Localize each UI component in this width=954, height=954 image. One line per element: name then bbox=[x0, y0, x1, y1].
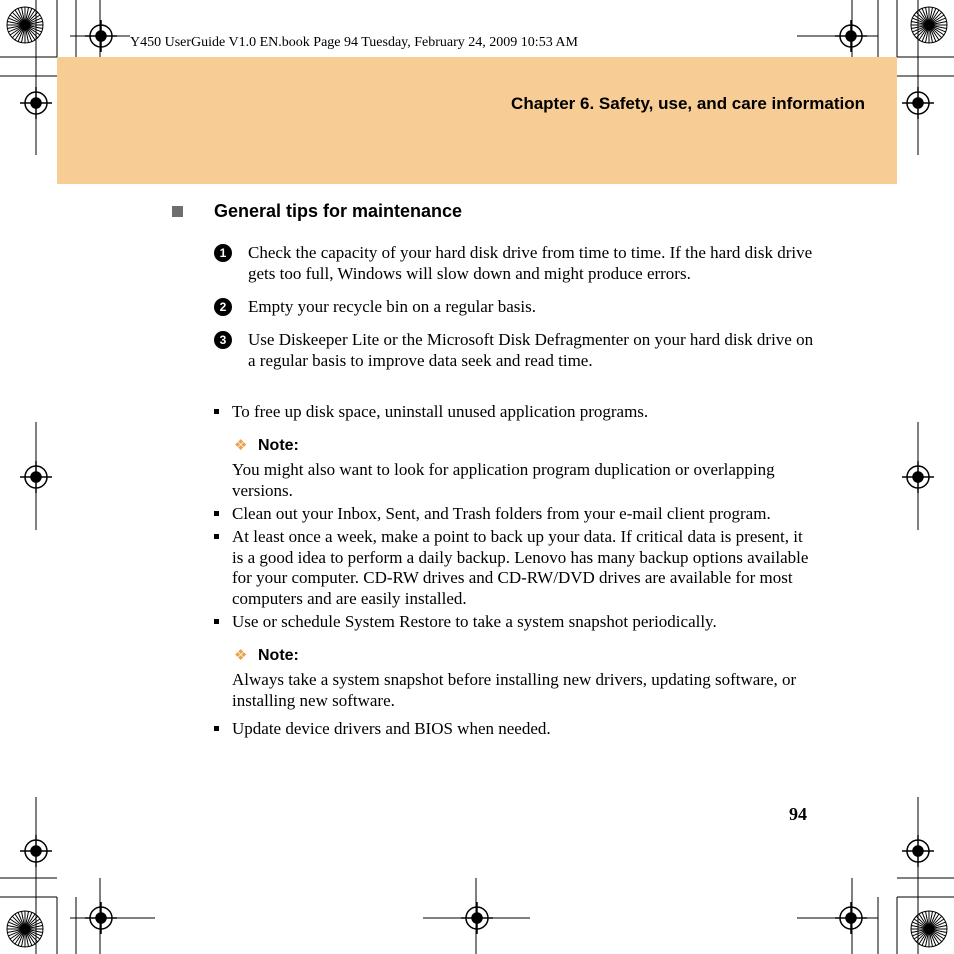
list-item bbox=[214, 296, 814, 317]
bullet-text: At least once a week, make a point to back up your data. If critical data is present, it is a good idea to perform a daily backup. Lenovo has many backup options available for your computer. CD-RW drives and CD-RW/DVD drives are available for most computers and are easily installed. bbox=[232, 527, 809, 608]
square-bullet-icon bbox=[172, 206, 183, 217]
bullet-text: Use or schedule System Restore to take a system snapshot periodically. bbox=[232, 612, 717, 631]
note-heading bbox=[232, 646, 814, 666]
list-item bbox=[214, 504, 814, 525]
numbered-steps bbox=[214, 242, 814, 383]
note-label: Note: bbox=[258, 646, 299, 664]
bullet-text: Update device drivers and BIOS when needed. bbox=[232, 718, 551, 738]
bullet-icon bbox=[214, 511, 219, 516]
step-number-icon: 1 bbox=[214, 244, 232, 262]
step-number-icon: 3 bbox=[214, 331, 232, 349]
header-band-fill bbox=[57, 57, 897, 184]
list-item bbox=[214, 242, 814, 284]
section-heading bbox=[172, 201, 812, 225]
chapter-title: Chapter 6. Safety, use, and care information bbox=[511, 94, 865, 113]
bullet-icon bbox=[214, 619, 219, 624]
header-band bbox=[57, 57, 897, 184]
note-text: Always take a system snapshot before installing new drivers, updating software, or installing new software. bbox=[232, 669, 797, 710]
bullet-text: Clean out your Inbox, Sent, and Trash folders from your e-mail client program. bbox=[232, 503, 771, 523]
bullet-icon bbox=[214, 726, 219, 731]
bullet-icon bbox=[214, 409, 219, 414]
step-text: Check the capacity of your hard disk drive from time to time. If the hard disk drive gets too full, Windows will slow down and might produce errors. bbox=[248, 243, 813, 283]
step-text: Use Diskeeper Lite or the Microsoft Disk Defragmenter on your hard disk drive on a regular basis to improve data seek and read time. bbox=[248, 330, 814, 370]
bullet-icon bbox=[214, 534, 219, 539]
list-item bbox=[214, 402, 814, 423]
note-label: Note: bbox=[258, 436, 299, 454]
print-slug: Y450 UserGuide V1.0 EN.book Page 94 Tuesday, February 24, 2009 10:53 AM bbox=[130, 35, 578, 50]
list-item bbox=[214, 329, 814, 371]
note-block bbox=[214, 436, 814, 501]
step-text: Empty your recycle bin on a regular basis. bbox=[248, 297, 536, 316]
list-item bbox=[214, 527, 814, 609]
list-item bbox=[214, 719, 814, 740]
step-number-icon: 2 bbox=[214, 298, 232, 316]
list-item bbox=[214, 612, 814, 633]
diamond-note-icon: ❖ bbox=[234, 436, 248, 454]
section-title: General tips for maintenance bbox=[214, 201, 463, 221]
bullet-list bbox=[214, 402, 814, 742]
note-block bbox=[214, 646, 814, 711]
section-general-tips bbox=[172, 201, 812, 225]
note-heading bbox=[232, 436, 814, 456]
note-text: You might also want to look for application program duplication or overlapping versions. bbox=[232, 459, 775, 500]
diamond-note-icon: ❖ bbox=[234, 646, 248, 664]
bullet-text: To free up disk space, uninstall unused application programs. bbox=[232, 402, 649, 421]
page-number: 94 bbox=[789, 804, 807, 824]
